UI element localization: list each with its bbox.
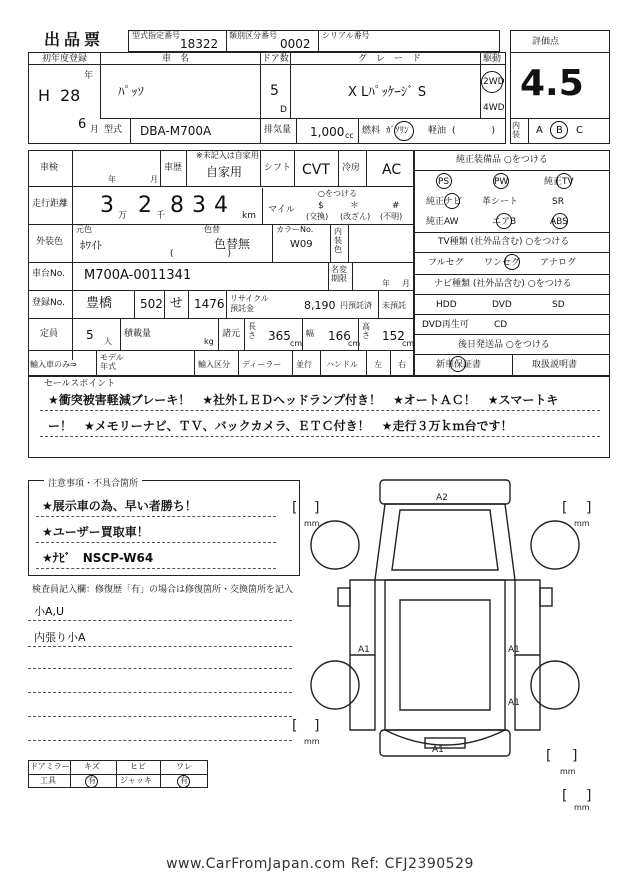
equip-aw: 純正AW <box>426 217 459 227</box>
height-unit: cm <box>402 339 415 348</box>
svg-text:]: ] <box>314 718 320 734</box>
exchange-text: (交換) <box>306 212 329 221</box>
reg-kana: せ <box>170 296 184 311</box>
docs-warranty: 新車保証書 <box>436 360 482 370</box>
usage-value: 自家用 <box>206 165 243 179</box>
reg-class: 502 <box>140 297 163 311</box>
name-change-year: 年 <box>382 279 390 288</box>
capacity-value: 5 <box>86 328 94 342</box>
fuel-label: 燃料 <box>362 126 381 136</box>
model-value: DBA-M700A <box>140 124 212 138</box>
tool-ware: ワレ <box>176 762 192 771</box>
equip-airbag-circle <box>496 213 512 229</box>
color-change-label: 色替 <box>204 225 220 234</box>
color-label: 外装色 <box>36 237 64 247</box>
length-value: 365 <box>268 329 291 343</box>
color-paren: ( ) <box>170 249 232 259</box>
docs-warranty-circle <box>450 356 466 372</box>
left-mirror <box>338 588 350 606</box>
displacement-value: 1,000 <box>310 125 345 139</box>
doors-label: ドア数 <box>262 54 289 64</box>
unknown-text: (不明) <box>380 212 403 221</box>
car-name-label: 車 名 <box>162 54 190 64</box>
notes-line-1: ★展示車の為、早い者勝ち！ <box>42 499 197 513</box>
equip-ps-circle <box>436 173 452 189</box>
svg-text:[: [ <box>292 718 298 734</box>
interior-grade-c: C <box>576 125 583 136</box>
equip-pw: PW <box>494 177 509 187</box>
fuel-circle <box>394 121 414 141</box>
car-damage-diagram <box>290 470 600 810</box>
category-value: 0002 <box>280 37 311 51</box>
equip-leather: 革シート <box>482 197 519 207</box>
model-no-value: 18322 <box>180 37 219 51</box>
interior-label: 内装 <box>512 121 520 139</box>
drive-2wd: 2WD <box>483 77 505 87</box>
grade-value: X Lﾊﾟｯｹｰｼﾞ S <box>348 85 427 100</box>
doors-d: D <box>280 105 287 115</box>
recycle-label: リサイクル預託金 <box>230 294 269 313</box>
altered-text: (改ざん) <box>340 212 371 221</box>
svg-text:[: [ <box>546 748 552 764</box>
mm-rr: mm <box>560 767 576 776</box>
shaken-label: 車検 <box>40 163 59 173</box>
doors-value: 5 <box>270 83 279 99</box>
sales-label: セールスポイント <box>44 379 116 389</box>
equip-navi: 純正ナビ <box>426 197 463 207</box>
width-unit: cm <box>348 339 361 348</box>
equip-tv: 純正TV <box>544 177 574 187</box>
tool-kit-value: 有 <box>88 776 96 785</box>
inspector-line-2: 内張り小A <box>34 631 86 644</box>
interior-grade-a: A <box>536 125 543 136</box>
jack-label: ジャッキ <box>120 776 152 785</box>
recycle-value: 8,190 <box>304 299 336 312</box>
color-change-value: 色替無 <box>214 237 251 251</box>
fuel-diesel: 軽油 <box>428 126 447 136</box>
load-unit: kg <box>204 337 214 346</box>
sales-line-1: ★衝突被害軽減ブレーキ！ ★社外ＬＥＤヘッドランプ付き！ ★オートＡＣ！ ★スマートキ <box>48 393 559 407</box>
equip-airbag: エアB <box>492 217 517 227</box>
model-no-label: 型式指定番号 <box>132 31 180 40</box>
reg-city: 豊橋 <box>86 296 113 311</box>
orig-color-value: ﾎﾜｲﾄ <box>80 239 102 252</box>
genuine-label: 純正装備品 ○をつける <box>456 155 548 165</box>
model-label: 型式 <box>104 125 123 135</box>
tv-analog: アナログ <box>540 258 577 268</box>
altered-sym: ＊ <box>350 201 360 211</box>
docs-manual: 取扱説明書 <box>532 360 578 370</box>
color-no-label: カラーNo. <box>276 225 314 234</box>
shift-label: シフト <box>264 163 292 173</box>
tool-door-mirror: ドアミラー <box>30 762 70 771</box>
reg-num: 1476 <box>194 297 225 311</box>
ac-value: AC <box>382 162 402 178</box>
car-name-value: ﾊﾟｯｿ <box>118 85 144 100</box>
shaken-month: 月 <box>150 175 158 184</box>
navi-dvd: DVD <box>492 300 512 310</box>
handle-label: ハンドル <box>326 360 358 369</box>
recycle-unit: 円預託済 <box>340 301 372 310</box>
tv-oneseg: ワンセグ <box>484 258 521 268</box>
notes-label: 注意事項・不具合箇所 <box>44 480 142 489</box>
ac-label: 冷房 <box>342 163 361 173</box>
fuel-paren: ( ) <box>452 126 496 136</box>
svg-text:]: ] <box>314 500 320 516</box>
drive-label: 駆動 <box>483 54 502 64</box>
fuel-gasoline: ｶﾞｿﾘﾝ <box>386 126 409 136</box>
mileage-man: 万 <box>118 211 128 221</box>
chassis-label: 車台No. <box>32 269 65 279</box>
mm-rl: mm <box>304 737 320 746</box>
wheel-rr <box>531 661 579 709</box>
int-color-label: 内装色 <box>334 227 342 254</box>
displacement-unit: cc <box>345 131 354 140</box>
svg-text:]: ] <box>586 500 592 516</box>
navi-dvd-play: DVD再生可 <box>422 320 469 330</box>
plate <box>425 738 465 748</box>
mark-front-bumper: A2 <box>436 493 448 503</box>
svg-text:[: [ <box>292 500 298 516</box>
navi-hdd: HDD <box>436 300 457 310</box>
svg-text:[: [ <box>562 788 568 804</box>
import-dealer: ディーラー <box>242 360 282 369</box>
serial-label: シリアル番号 <box>322 31 370 40</box>
handle-right: 右 <box>398 360 406 369</box>
sheet-title: 出品票 <box>44 30 105 49</box>
tool-kit-label: 工具 <box>40 776 56 785</box>
width-label: 幅 <box>306 329 314 338</box>
mileage-digit-5: 4 <box>214 193 228 218</box>
jack-circle <box>177 775 190 788</box>
wheel-fl <box>311 521 359 569</box>
jack-value: 有 <box>180 776 188 785</box>
equip-ps: PS <box>438 177 450 187</box>
notes-line-2: ★ユーザー買取車！ <box>42 525 149 539</box>
mark-rear-right: A1 <box>508 698 520 708</box>
mileage-digit-3: 8 <box>170 193 184 218</box>
notes-line-3: ★ﾅﾋﾞ NSCP-W64 <box>42 551 154 565</box>
mileage-digit-4: 3 <box>192 193 206 218</box>
equip-sr: SR <box>552 197 564 207</box>
navi-sd: SD <box>552 300 565 310</box>
equip-tv-circle <box>556 173 572 189</box>
import-type-label: 輸入区分 <box>198 360 230 369</box>
usage-note: ※未記入は自家用 <box>196 151 259 160</box>
interior-grade-b: B <box>556 125 563 136</box>
exchange-sym: $ <box>318 201 324 211</box>
chassis-value: M700A-0011341 <box>84 268 192 283</box>
orig-color-label: 元色 <box>76 225 92 234</box>
load-label: 積載量 <box>124 329 152 339</box>
mileage-note: ○をつける <box>318 189 357 198</box>
first-reg-era: H <box>38 86 51 105</box>
right-mirror <box>540 588 552 606</box>
import-label: 輸入車のみ⇒ <box>30 360 77 369</box>
color-no-value: W09 <box>290 239 313 250</box>
navi-type-label: ナビ種類 (社外品含む) ○をつける <box>434 279 572 289</box>
first-reg-year-suffix: 年 <box>84 71 94 81</box>
inspector-line-1: 小A,U <box>34 605 65 618</box>
width-value: 166 <box>328 329 351 343</box>
wheel-rl <box>311 661 359 709</box>
drive-circle <box>481 71 503 93</box>
shift-value: CVT <box>302 162 330 178</box>
first-reg-year: 28 <box>60 86 81 105</box>
tool-hibi: ヒビ <box>130 762 146 771</box>
name-change-label: 名変期限 <box>331 265 347 284</box>
equip-pw-circle <box>493 173 509 189</box>
height-value: 152 <box>382 329 405 343</box>
inspector-label: 検査員記入欄：修復歴「有」の場合は修復箇所・交換箇所を記入 <box>32 585 294 595</box>
svg-text:]: ] <box>586 788 592 804</box>
tv-oneseg-circle <box>504 254 520 270</box>
mileage-digit-1: 3 <box>100 193 114 218</box>
tv-type-label: TV種類 (社外品含む) ○をつける <box>438 237 570 247</box>
sales-box <box>28 376 610 458</box>
first-reg-label: 初年度登録 <box>42 54 88 64</box>
mark-right-side: A1 <box>508 645 520 655</box>
drive-4wd: 4WD <box>483 103 505 113</box>
watermark-footer: www.CarFromJapan.com Ref: CFJ2390529 <box>166 856 474 872</box>
navi-cd: CD <box>494 320 508 330</box>
recycle-unpaid: 未預託 <box>382 301 406 310</box>
usage-label: 車歴 <box>164 163 183 173</box>
docs-label: 後日発送品 ○をつける <box>458 340 550 350</box>
model-year-label: モデル年式 <box>100 353 124 372</box>
mileage-label: 走行距離 <box>32 199 69 209</box>
height-label: 高さ <box>362 322 370 340</box>
sales-line-2: ー！ ★メモリーナビ、ＴＶ、バックカメラ、ＥＴＣ付き！ ★走行３万ｋｍ台です！ <box>48 419 513 433</box>
first-reg-month-suffix: 月 <box>90 125 100 135</box>
tool-kizu: キズ <box>84 762 100 771</box>
displacement-label: 排気量 <box>264 125 292 135</box>
score-header: 評価点 <box>532 37 560 47</box>
category-label: 類別区分番号 <box>229 31 277 40</box>
wheel-fr <box>531 521 579 569</box>
mm-fl: mm <box>304 519 320 528</box>
equip-abs: ABS <box>550 217 568 227</box>
mileage-digit-2: 2 <box>138 193 152 218</box>
interior-circle <box>550 121 568 139</box>
score-value: 4.5 <box>520 63 584 104</box>
capacity-label: 定員 <box>40 329 59 339</box>
shaken-year: 年 <box>108 175 116 184</box>
svg-text:]: ] <box>572 748 578 764</box>
tool-kit-circle <box>85 775 98 788</box>
import-parallel: 並行 <box>296 360 312 369</box>
length-label: 長さ <box>248 322 256 340</box>
mark-left-side: A1 <box>358 645 370 655</box>
rear-bumper <box>380 730 510 756</box>
equip-abs-circle <box>552 213 568 229</box>
mileage-km: km <box>242 211 256 221</box>
mile-label: マイル <box>268 205 295 215</box>
capacity-unit: 人 <box>104 337 112 346</box>
first-reg-month: 6 <box>78 117 87 132</box>
length-unit: cm <box>290 339 303 348</box>
mark-rear: A1 <box>432 745 444 755</box>
name-change-month: 月 <box>402 279 410 288</box>
equip-navi-circle <box>444 193 460 209</box>
reg-label: 登録No. <box>32 298 65 308</box>
mileage-sen: 千 <box>156 211 166 221</box>
grade-label: グ レ ー ド <box>358 54 422 64</box>
handle-left: 左 <box>374 360 382 369</box>
svg-text:[: [ <box>562 500 568 516</box>
mm-fr: mm <box>574 519 590 528</box>
mm-spare: mm <box>574 803 590 810</box>
dims-label: 諸元 <box>222 329 241 339</box>
unknown-sym: # <box>392 201 400 211</box>
tv-fullseg: フルセグ <box>428 258 464 268</box>
roof <box>385 580 505 730</box>
